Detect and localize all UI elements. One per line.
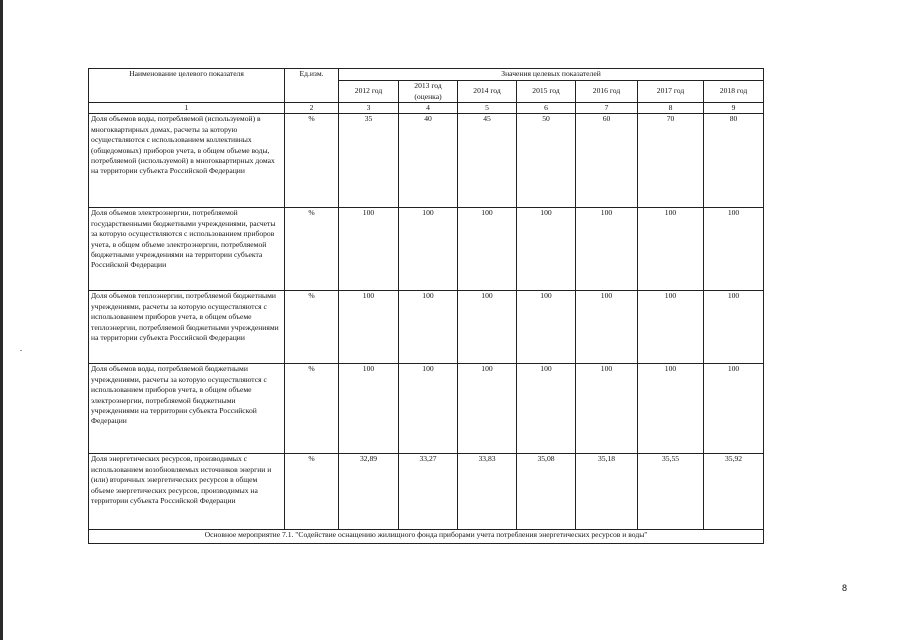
indicator-value: 100 [339, 208, 399, 291]
indicator-value: 35 [339, 114, 399, 208]
indicator-value: 100 [517, 208, 576, 291]
indicator-unit: % [285, 454, 339, 530]
main-activity-footer: Основное мероприятие 7.1. "Содействие оснащению жилищного фонда приборами учета потребления энергетических ресурсов и воды" [89, 530, 764, 544]
indicator-value: 100 [638, 208, 704, 291]
header-year: 2012 год [339, 81, 399, 103]
indicator-name: Доля объемов воды, потребляемой бюджетными учреждениями, расчеты за которую осуществляются с использованием приборов учета, в общем объеме электроэнергии, потребляемой бюджетными учреждениями на территории субъекта Российской Федерации [89, 364, 285, 454]
indicator-value: 35,08 [517, 454, 576, 530]
indicator-value: 100 [576, 291, 638, 364]
indicator-value: 35,92 [704, 454, 764, 530]
page-left-edge [0, 0, 3, 640]
header-year: 2016 год [576, 81, 638, 103]
indicator-value: 100 [517, 291, 576, 364]
indicator-value: 100 [638, 291, 704, 364]
table-row [89, 454, 764, 530]
column-number: 4 [399, 103, 458, 114]
indicator-value: 60 [576, 114, 638, 208]
indicator-value: 32,89 [339, 454, 399, 530]
indicator-value: 35,18 [576, 454, 638, 530]
indicator-value: 100 [399, 364, 458, 454]
indicator-name: Доля объемов электроэнергии, потребляемой государственными бюджетными учреждениями, расчеты за которую осуществляются с использованием приборов учета, в общем объеме электроэнергии, потребляемой бюджетными учреждениями на территории субъекта Российской Федерации [89, 208, 285, 291]
indicator-unit: % [285, 114, 339, 208]
indicator-value: 50 [517, 114, 576, 208]
column-number: 9 [704, 103, 764, 114]
header-year: 2018 год [704, 81, 764, 103]
indicator-value: 40 [399, 114, 458, 208]
indicator-unit: % [285, 291, 339, 364]
column-number: 2 [285, 103, 339, 114]
column-number: 3 [339, 103, 399, 114]
header-year: 2014 год [458, 81, 517, 103]
header-values-group: Значения целевых показателей [339, 69, 764, 81]
indicator-unit: % [285, 208, 339, 291]
indicator-value: 35,55 [638, 454, 704, 530]
indicator-unit: % [285, 364, 339, 454]
indicator-value: 100 [638, 364, 704, 454]
header-year: 2017 год [638, 81, 704, 103]
column-number: 1 [89, 103, 285, 114]
indicator-value: 100 [399, 208, 458, 291]
indicator-value: 100 [517, 364, 576, 454]
indicator-name: Доля объемов воды, потребляемой (используемой) в многоквартирных домах, расчеты за которую осуществляются с использованием коллективных (общедомовых) приборов учета, в общем объеме воды, потребляемой (используемой) в многоквартирных домах на территории субъекта Российской Федерации [89, 114, 285, 208]
column-number: 7 [576, 103, 638, 114]
table-row [89, 364, 764, 454]
indicator-name: Доля энергетических ресурсов, производимых с использованием возобновляемых источников энергии и (или) вторичных энергетических ресурсов в общем объеме энергетических ресурсов, производимых на территории субъекта Российской Федерации [89, 454, 285, 530]
indicator-value: 100 [576, 364, 638, 454]
indicator-value: 100 [458, 291, 517, 364]
column-number: 5 [458, 103, 517, 114]
indicator-value: 33,27 [399, 454, 458, 530]
column-number: 8 [638, 103, 704, 114]
indicator-value: 100 [458, 364, 517, 454]
header-indicator-name: Наименование целевого показателя [89, 69, 285, 103]
table-row [89, 208, 764, 291]
indicator-value: 100 [339, 364, 399, 454]
column-number: 6 [517, 103, 576, 114]
indicator-value: 45 [458, 114, 517, 208]
indicator-value: 100 [704, 208, 764, 291]
page-number: 8 [842, 583, 848, 593]
indicator-value: 100 [339, 291, 399, 364]
table-row [89, 114, 764, 208]
target-indicators-table [88, 68, 764, 544]
indicator-value: 33,83 [458, 454, 517, 530]
indicator-value: 80 [704, 114, 764, 208]
indicator-value: 100 [399, 291, 458, 364]
indicator-value: 100 [576, 208, 638, 291]
header-year: 2013 год (оценка) [399, 81, 458, 103]
indicator-value: 70 [638, 114, 704, 208]
indicator-value: 100 [704, 291, 764, 364]
indicator-name: Доля объемов теплоэнергии, потребляемой бюджетными учреждениями, расчеты за которую осуществляются с использованием приборов учета, в общем объеме теплоэнергии, потребляемой бюджетными учреждениями на территории субъекта Российской Федерации [89, 291, 285, 364]
header-unit: Ед.изм. [285, 69, 339, 103]
indicator-value: 100 [704, 364, 764, 454]
table-row [89, 291, 764, 364]
margin-mark [20, 350, 22, 351]
indicator-value: 100 [458, 208, 517, 291]
header-year: 2015 год [517, 81, 576, 103]
